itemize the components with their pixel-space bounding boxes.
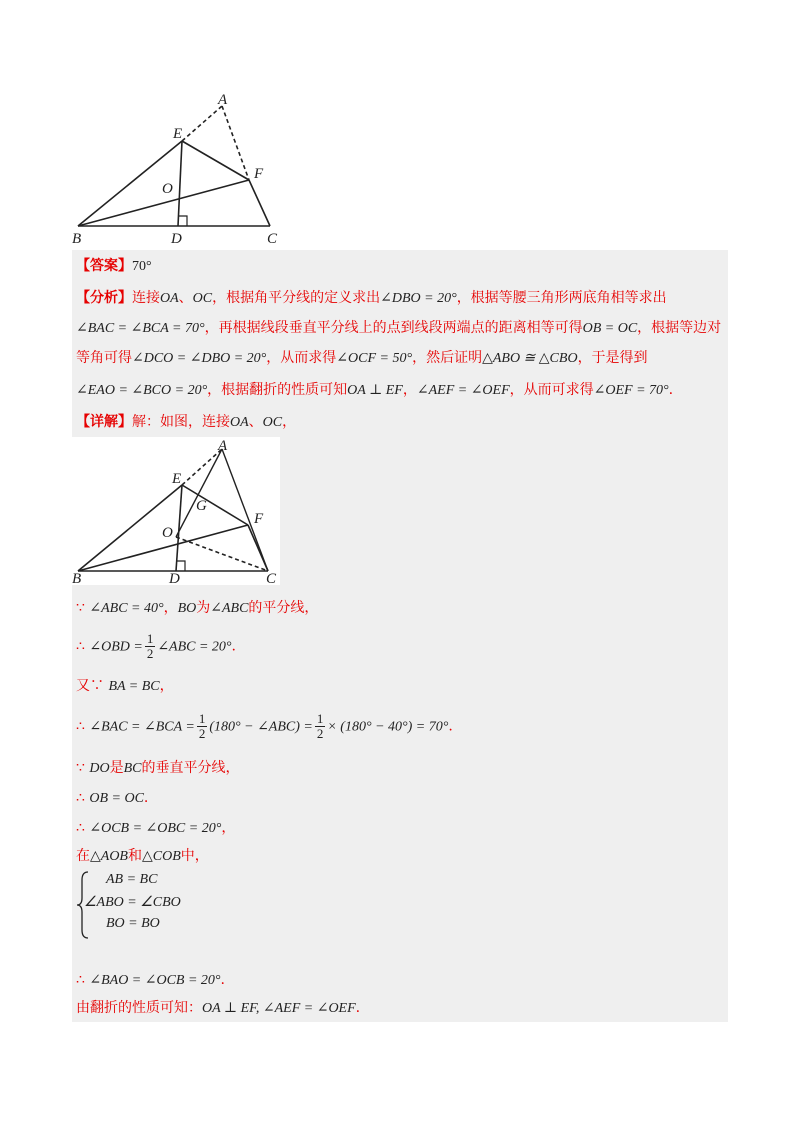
right-angle-mark	[178, 216, 187, 226]
answer-tag: 【答案】	[76, 258, 132, 274]
segment-fc	[249, 180, 270, 226]
label-b: B	[72, 231, 82, 247]
label-b-2: B	[72, 571, 82, 585]
detail-line: 【详解】解：如图，连接OA、OC，	[76, 414, 297, 430]
figure-2	[72, 437, 280, 585]
analysis-line-4: ∠EAO = ∠BCO = 20°，根据翻折的性质可知OA ⊥ EF，∠AEF = ∠OEF，从而可求得∠OEF = 70°.	[76, 382, 674, 398]
analysis-line-3: 等角可得∠DCO = ∠DBO = 20°，从而求得∠OCF = 50°，然后证明△ABO ≅ △CBO，于是得到	[76, 350, 648, 366]
step-6: ∴ OB = OC.	[76, 790, 149, 806]
figure-1	[72, 92, 292, 250]
geometry-diagram-1	[72, 92, 292, 250]
analysis-line-2: ∠BAC = ∠BCA = 70°，再根据线段垂直平分线上的点到线段两端点的距离相等可得OB = OC，根据等边对	[76, 320, 722, 336]
label-a: A	[218, 92, 228, 108]
step-3: 又∵ BA = BC，	[76, 678, 174, 694]
segment-ef	[182, 141, 249, 180]
answer-value: 70°	[132, 259, 152, 274]
label-g-2: G	[196, 498, 207, 514]
label-e-2: E	[172, 471, 182, 487]
step-4: ∴ ∠BAC = ∠BCA = $\frac{1}{2}$ (180° − ∠ABC) = $\frac{1}{2}$ × (180° − 40°) = 70°.	[76, 711, 453, 741]
answer-line	[76, 256, 152, 277]
step-10: 由翻折的性质可知：OA ⊥ EF, ∠AEF = ∠OEF.	[76, 1000, 361, 1016]
system-row-1: AB = BC	[106, 872, 158, 887]
segment-ed	[178, 141, 182, 226]
dashed-ea	[182, 106, 222, 141]
geometry-diagram-2	[72, 437, 280, 585]
fraction-half: $\frac{1}{2}$	[146, 631, 154, 661]
step-1: ∵ ∠ABC = 40°，BO为∠ABC的平分线，	[76, 600, 319, 616]
label-d-2: D	[169, 571, 180, 585]
system-row-2: ∠ABO = ∠CBO	[84, 895, 181, 910]
step-7: ∴ ∠OCB = ∠OBC = 20°，	[76, 820, 236, 836]
label-a-2: A	[218, 438, 228, 454]
equation-system	[76, 870, 276, 940]
label-d: D	[171, 231, 182, 247]
label-o: O	[162, 181, 173, 197]
dashed-af	[222, 106, 249, 180]
label-f-2: F	[254, 511, 264, 527]
label-o-2: O	[162, 525, 173, 541]
analysis-line-1: 【分析】连接OA、OC，根据角平分线的定义求出∠DBO = 20°，根据等腰三角形两底角相等求出	[76, 290, 667, 306]
step-2: ∴ ∠OBD = $\frac{1}{2}$ ∠ABC = 20°.	[76, 631, 236, 661]
detail-tag: 【详解】	[76, 414, 132, 430]
step-9: ∴ ∠BAO = ∠OCB = 20°.	[76, 972, 225, 988]
system-row-3: BO = BO	[106, 916, 160, 931]
label-e: E	[173, 126, 183, 142]
label-f: F	[254, 166, 264, 182]
step-5: ∵ DO是BC的垂直平分线，	[76, 760, 240, 776]
step-8: 在△AOB和△COB中，	[76, 848, 209, 864]
analysis-tag: 【分析】	[76, 290, 132, 306]
label-c: C	[267, 231, 278, 247]
label-c-2: C	[266, 571, 277, 585]
